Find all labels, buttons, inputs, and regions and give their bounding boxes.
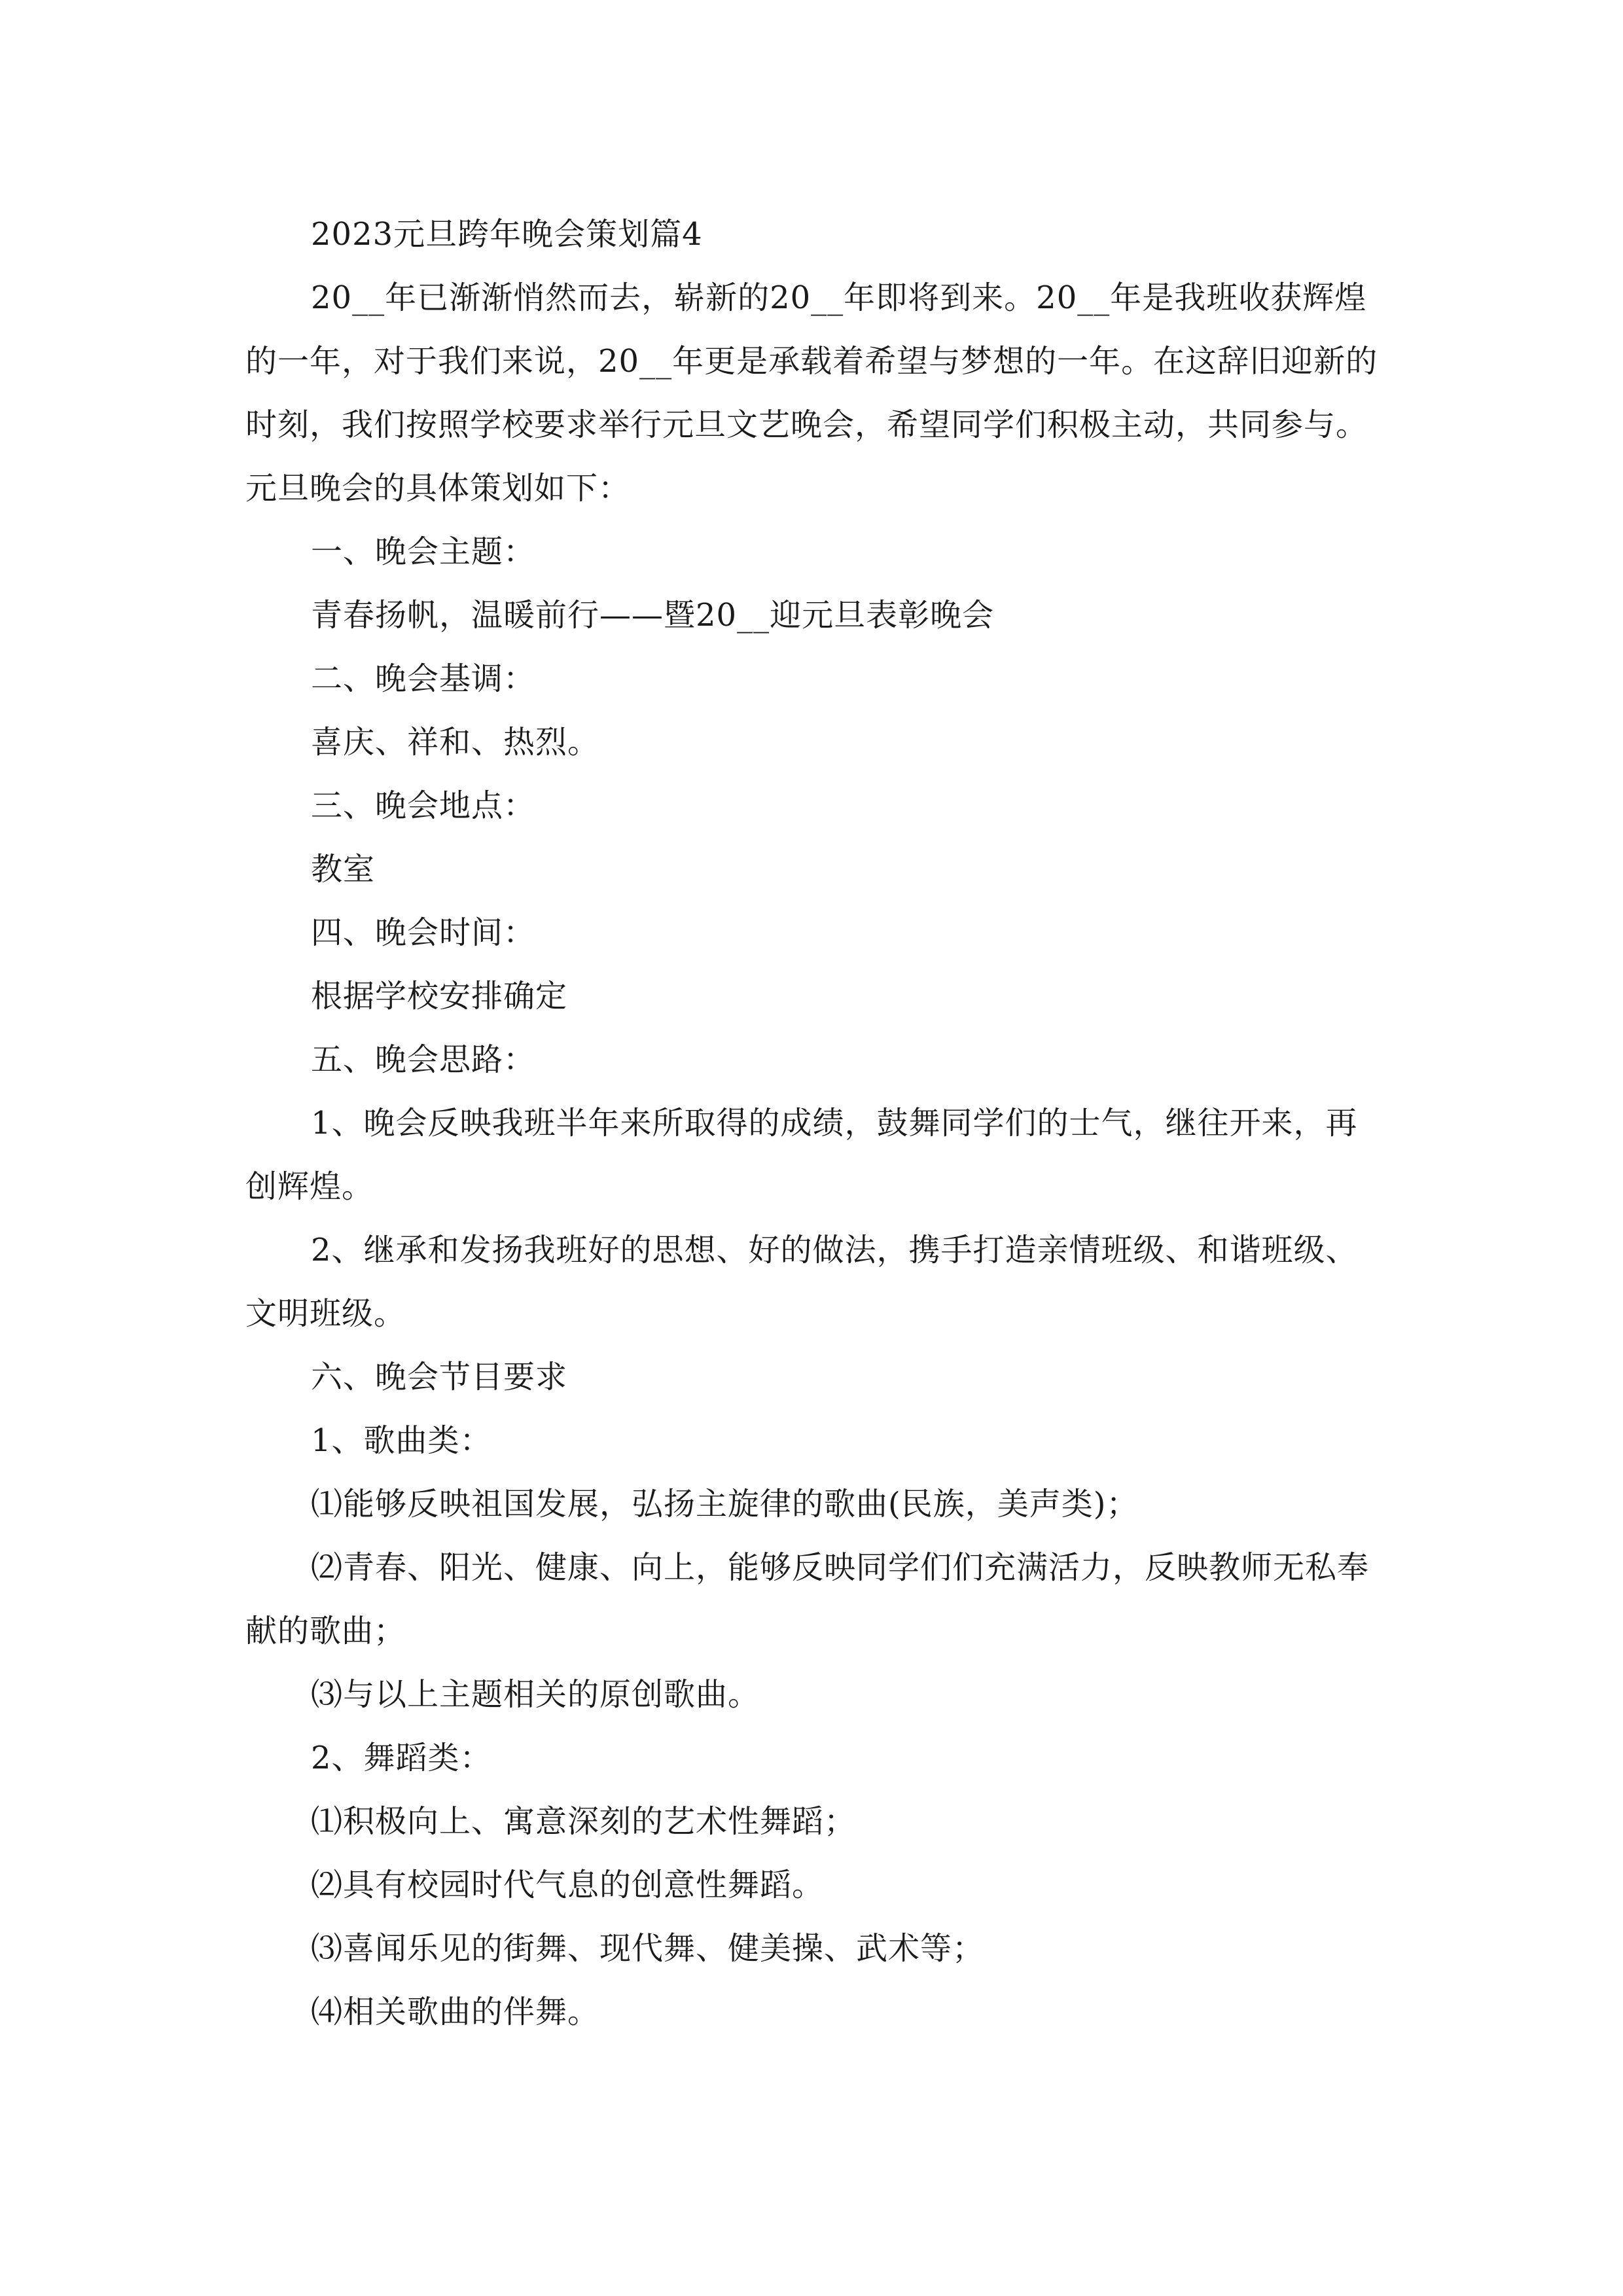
dance-item-1: ⑴积极向上、寓意深刻的艺术性舞蹈；	[311, 1803, 857, 1840]
section-heading-theme: 一、晚会主题：	[311, 533, 536, 570]
section-heading-time: 四、晚会时间：	[311, 914, 536, 951]
section-heading-program: 六、晚会节目要求	[311, 1359, 568, 1395]
section-heading-tone: 二、晚会基调：	[311, 660, 536, 697]
section-heading-location: 三、晚会地点：	[311, 787, 536, 824]
approach-item-1: 1、晚会反映我班半年来所取得的成绩，鼓舞同学们的士气，继往开来，再创辉煌。	[245, 1105, 1358, 1205]
approach-item-2: 2、继承和发扬我班好的思想、好的做法，携手打造亲情班级、和谐班级、文明班级。	[245, 1232, 1358, 1332]
time-text: 根据学校安排确定	[311, 978, 568, 1014]
theme-text: 青春扬帆，温暖前行——暨20__迎元旦表彰晚会	[311, 597, 995, 634]
location-text: 教室	[311, 851, 376, 888]
dance-item-3: ⑶喜闻乐见的街舞、现代舞、健美操、武术等；	[311, 1930, 985, 1967]
section-heading-approach: 五、晚会思路：	[311, 1041, 536, 1078]
dance-item-2: ⑵具有校园时代气息的创意性舞蹈。	[311, 1867, 825, 1903]
tone-text: 喜庆、祥和、热烈。	[311, 724, 600, 761]
document-body	[245, 203, 1384, 2044]
program-songs-heading: 1、歌曲类：	[311, 1422, 492, 1459]
dance-item-4: ⑷相关歌曲的伴舞。	[311, 1994, 600, 2030]
intro-paragraph: 20__年已渐渐悄然而去，崭新的20__年即将到来。20__年是我班收获辉煌的一年，对于我们来说，20__年更是承载着希望与梦想的一年。在这辞旧迎新的时刻，我们按照学校要求举行元旦文艺晚会，希望同学们积极主动，共同参与。元旦晚会的具体策划如下：	[245, 279, 1378, 507]
program-dance-heading: 2、舞蹈类：	[311, 1740, 492, 1776]
songs-item-2: ⑵青春、阳光、健康、向上，能够反映同学们们充满活力，反映教师无私奉献的歌曲；	[245, 1549, 1370, 1649]
document-title: 2023元旦跨年晚会策划篇4	[311, 216, 703, 253]
songs-item-1: ⑴能够反映祖国发展，弘扬主旋律的歌曲(民族，美声类)；	[311, 1486, 1139, 1522]
songs-item-3: ⑶与以上主题相关的原创歌曲。	[311, 1676, 760, 1713]
